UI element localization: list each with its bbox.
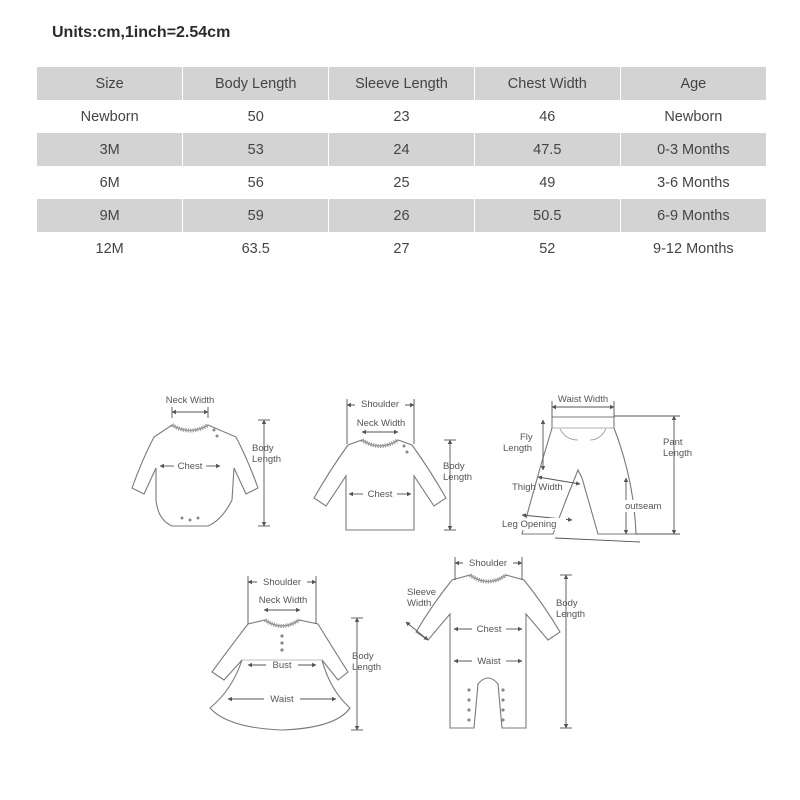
- table-cell: 52: [474, 232, 620, 265]
- snap-button: [216, 435, 219, 438]
- snap-button: [403, 445, 406, 448]
- dress-button: [280, 648, 283, 651]
- sleeve-width-label: Sleeve: [407, 587, 437, 598]
- romper-diagram: [406, 557, 585, 728]
- chest-label: Chest: [476, 624, 502, 635]
- waist-width-label: Waist Width: [557, 394, 609, 405]
- snap-button: [197, 517, 200, 520]
- shoulder-label: Shoulder: [262, 577, 302, 588]
- fly-length-label: Length: [503, 443, 533, 454]
- body-length-label: Body: [252, 443, 274, 454]
- dress-button: [280, 634, 283, 637]
- snap-button: [501, 708, 504, 711]
- bodysuit-diagram: [132, 395, 281, 526]
- header-chest-width: Chest Width: [474, 67, 620, 100]
- neck-width-label: Neck Width: [258, 595, 308, 606]
- snap-button: [406, 451, 409, 454]
- dress-outline: [210, 620, 350, 730]
- table-cell: 46: [474, 100, 620, 133]
- snap-button: [181, 517, 184, 520]
- table-cell: Newborn: [37, 100, 183, 133]
- units-note: Units:cm,1inch=2.54cm: [52, 24, 231, 41]
- table-cell: 47.5: [474, 133, 620, 166]
- table-cell: 3-6 Months: [657, 174, 730, 191]
- table-cell: 12M: [37, 232, 183, 265]
- body-length-label: Body: [352, 651, 374, 662]
- table-cell: 26: [329, 199, 475, 232]
- snap-button: [501, 698, 504, 701]
- table-cell: 3M: [37, 133, 183, 166]
- snap-button: [213, 429, 216, 432]
- chest-label: Chest: [177, 461, 203, 472]
- snap-button: [467, 708, 470, 711]
- waist-label: Waist: [477, 656, 501, 667]
- header-sleeve-length: Sleeve Length: [329, 67, 475, 100]
- fly-length-label: Fly: [520, 432, 533, 443]
- neck-width-label: Neck Width: [356, 418, 406, 429]
- snap-button: [189, 519, 192, 522]
- waist-label: Waist: [270, 694, 294, 705]
- dress-diagram: [210, 576, 381, 730]
- table-cell: 24: [329, 133, 475, 166]
- snap-button: [501, 688, 504, 691]
- dress-button: [280, 641, 283, 644]
- table-cell: 0-3 Months: [657, 141, 730, 158]
- body-length-label: Length: [252, 454, 282, 465]
- table-cell: 50.5: [474, 199, 620, 232]
- table-cell: 23: [329, 100, 475, 133]
- body-length-label: Length: [352, 662, 382, 673]
- table-cell: 56: [183, 166, 329, 199]
- outseam-label: outseam: [625, 501, 662, 512]
- table-cell: 59: [183, 199, 329, 232]
- pant-length-label: Length: [663, 448, 693, 459]
- header-body-length: Body Length: [183, 67, 329, 100]
- snap-button: [501, 718, 504, 721]
- table-cell: Newborn: [664, 108, 723, 125]
- tshirt-diagram: [314, 398, 472, 530]
- hem-line: [555, 538, 640, 542]
- shoulder-label: Shoulder: [360, 399, 400, 410]
- snap-button: [467, 698, 470, 701]
- table-cell: 63.5: [183, 232, 329, 265]
- body-length-label: Body: [556, 598, 578, 609]
- sleeve-width-label: Width: [407, 598, 432, 609]
- table-cell: 25: [329, 166, 475, 199]
- shoulder-label: Shoulder: [468, 558, 508, 569]
- tshirt-outline: [314, 440, 446, 530]
- bodysuit-outline: [132, 425, 258, 526]
- neck-width-label: Neck Width: [165, 395, 215, 406]
- header-age: Age: [680, 75, 707, 92]
- table-cell: 49: [474, 166, 620, 199]
- body-length-label: Body: [443, 461, 465, 472]
- leg-opening-label: Leg Opening: [502, 519, 557, 530]
- table-cell: 6-9 Months: [657, 207, 730, 224]
- romper-outline: [416, 575, 560, 728]
- table-cell: 9M: [37, 199, 183, 232]
- table-cell: 27: [329, 232, 475, 265]
- body-length-label: Length: [556, 609, 586, 620]
- table-cell: 6M: [37, 166, 183, 199]
- bust-label: Bust: [272, 660, 292, 671]
- pant-length-label: Pant: [663, 437, 683, 448]
- header-size: Size: [37, 67, 183, 100]
- chest-label: Chest: [367, 489, 393, 500]
- table-cell: 9-12 Months: [653, 240, 734, 257]
- table-cell: 50: [183, 100, 329, 133]
- pants-diagram: [500, 394, 692, 542]
- body-length-label: Length: [443, 472, 473, 483]
- snap-button: [467, 688, 470, 691]
- thigh-width-label: Thigh Width: [512, 482, 563, 493]
- table-cell: 53: [183, 133, 329, 166]
- snap-button: [467, 718, 470, 721]
